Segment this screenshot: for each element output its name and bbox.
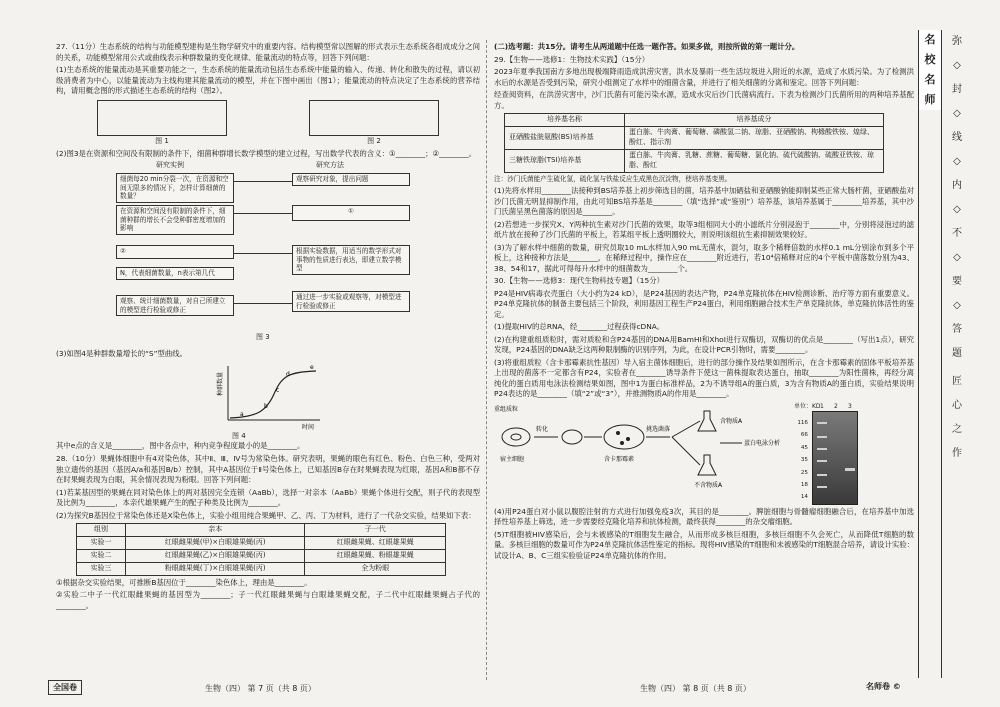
- gel-unit: 单位：KD: [794, 402, 821, 410]
- table-header: 子一代: [305, 524, 446, 537]
- colony-dot: [616, 431, 620, 435]
- answer-box-fig1: [97, 100, 227, 136]
- seal-char: 弥: [952, 36, 962, 47]
- gel-band: [817, 486, 827, 488]
- label-without-a: 不含物质A: [694, 481, 723, 489]
- gel-band: [817, 474, 827, 476]
- table-cell: 全为粉眼: [305, 562, 446, 575]
- seal-char: 内: [952, 180, 962, 191]
- flow-head-left: 研究实例: [156, 161, 184, 170]
- flow-connector: [234, 303, 292, 304]
- flow-head-right: 研究方法: [316, 161, 344, 170]
- table-cell: 实验一: [77, 537, 126, 550]
- q27-part2: (2)图3是在资源和空间没有限制的条件下，细菌种群增长数学模型的建立过程，写出数学代表的含义：①________；②________。: [56, 148, 477, 158]
- fig2-caption: 图 2: [367, 136, 381, 145]
- gel-image: [812, 411, 858, 505]
- table-cell: 亚硒酸盐胱氨酸(BS)培养基: [505, 127, 625, 150]
- table-row: [77, 549, 446, 562]
- answer-box-fig2: [309, 100, 439, 136]
- curve-point-c: c: [276, 386, 280, 394]
- gel-marker: 116: [797, 419, 808, 426]
- flow-left-3: ②: [116, 245, 234, 259]
- table-cell: 红眼雌果蝇、粉眼雄果蝇: [305, 549, 446, 562]
- q28-part2a: ①根据杂交实验结果，可推断B基因位于________染色体上，理由是________。: [56, 577, 312, 587]
- q30-title: 30.【生物——选修3：现代生物科技专题】（15分）: [494, 276, 664, 286]
- flow-right-3: 根据实验数据，用适当的数学形式对事物的性质进行表达，即建立数学模型: [292, 245, 410, 275]
- gel-marker: 35: [800, 457, 808, 464]
- table-cell: 红眼雌果蝇(甲)×白眼雄果蝇(丙): [126, 537, 305, 550]
- gel-lane-2: 2: [834, 402, 838, 410]
- plasmid-inner: [511, 434, 521, 440]
- flowchart-fig3: [116, 161, 416, 349]
- flow-connector: [234, 253, 292, 254]
- label-plate: 含卡那霉素: [604, 455, 635, 463]
- curve-ylabel: 种群数量: [217, 371, 224, 396]
- q29-part2: (2)若想进一步探究X、Y两种抗生素对沙门氏菌的效果，取等3组相同大小的小滤纸片分别浸泡于________中，分别将浸泡过的滤纸片放在接种了沙门氏菌的平板上，若某组平板上透明圈较大，则说明该组抗生素抑制效果较好。: [494, 219, 914, 240]
- label-analysis: 蛋白电泳分析: [744, 439, 781, 447]
- elective-instructions: (二)选考题：共15分。请考生从两道题中任选一题作答。如果多做，则按所做的第一题计分。: [494, 42, 800, 51]
- fig3-caption: 图 3: [256, 333, 270, 342]
- q30-part2: (2)在构建重组质粒时，需对质粒和含P24基因的DNA用BamHⅠ和XhoⅠ进行双酶切，双酶切的优点是________（写出1点），研究发现，P24基因的DNA缺乏这两种限制酶的识别序列，为此，在设计PCR引物时，需要________。: [494, 334, 914, 355]
- q28-part2: (2)为探究B基因位于常染色体还是X染色体上，实验小组用纯合果蝇甲、乙、丙、丁为材料，进行了一代杂交实验，结果如下表：: [56, 510, 476, 520]
- host-cell-shape: [562, 430, 582, 444]
- table-cell: 实验三: [77, 562, 126, 575]
- seal-line-text: 弥 ◇ 封 ◇ 线 ◇ 内 ◇ 不 ◇ 要 ◇ 答 题 匠 心 之 作: [950, 30, 964, 466]
- gel-marker-list: [790, 417, 808, 504]
- right-page: [494, 42, 914, 662]
- exam-region-badge: 全国卷: [48, 680, 82, 695]
- label-plasmid: 重组质粒: [494, 405, 519, 413]
- seal-char: 答: [952, 324, 962, 335]
- medium-table: [504, 113, 884, 173]
- gel-band-p24: [845, 468, 855, 471]
- table-row: [77, 537, 446, 550]
- q30-part1: (1)提取HIV的总RNA，经________过程获得cDNA。: [494, 322, 665, 332]
- table-cell: 蛋白胨、牛肉膏、乳糖、蔗糖、葡萄糖、氯化钠、硫代硫酸钠、硫酸亚铁铵、琼脂、酚红: [625, 149, 884, 172]
- label-pick: 挑选菌落: [646, 425, 671, 433]
- label-host: 宿主细胞: [500, 455, 525, 463]
- petri-dish: [604, 425, 644, 449]
- blank-box-row: [56, 100, 480, 136]
- seal-char: 题: [952, 348, 962, 359]
- q29-intro: 2023年夏季我国南方多地出现极端降雨造成洪涝灾害，洪水及暴雨一些生活垃圾进入附近的水源，造成了水质污染。为了检测洪水后的水源是否受到污染，研究小组测定了水样中的细菌含量，并进行了相关细菌的分离和鉴定。回答下列问题：: [494, 67, 914, 87]
- table-cell: 粉眼雌果蝇(丁)×白眼雄果蝇(丙): [126, 562, 305, 575]
- table-cell: 红眼雌果蝇(乙)×白眼雄果蝇(丙): [126, 549, 305, 562]
- q29-title: 29.【生物——选修1：生物技术实践】（15分）: [494, 54, 650, 64]
- gel-lane-3: 3: [848, 402, 852, 410]
- q29-intro2: 经查阅资料，在洪涝灾害中，沙门氏菌有可能污染水源，造成水灾后沙门氏菌病流行。下表为检测沙门氏菌所用的两种培养基配方。: [494, 90, 914, 110]
- q30-intro: P24是HIV病毒衣壳蛋白（大小约为24 kD），是P24基因的表达产物，P24单克隆抗体在HIV检测诊断、治疗等方面有重要意义。P24单克隆抗体的制备主要包括三个阶段，利用基因工程生产P24蛋白，利用细胞融合技术生产单克隆抗体，单克隆抗体活性的鉴定。: [494, 288, 914, 319]
- table-cell: 蛋白胨、牛肉膏、葡萄糖、磷酸氢二钠、琼脂、亚硒酸钠、枸橼酸铁铵、煌绿、酚红、指示剂: [625, 127, 884, 150]
- q30-part3: (3)将重组质粒（含卡那霉素抗性基因）导入宿主菌体细胞后，进行的部分操作及结果如图所示，在含卡那霉素的固体平板培养基上出现的菌落不一定都含有P24，实验者在________诱导条件下使这一菌株提取表达蛋白，抽取________为阳性菌株，再经分离纯化的蛋白质用电泳法检测结果如图，图中1为蛋白标准样品，2为不诱导组A的蛋白质，3为含有物质A的蛋白质，实验结果说明P24表达的是________（填“2”或“3”），并推测物质A的作用是________。: [494, 357, 914, 399]
- q27-part3b: 其中e点的含义是________，图中各点中，种内竞争程度最小的是________。: [56, 441, 305, 451]
- publisher-mark: 名师卷 ©: [866, 682, 901, 691]
- table-row: [505, 127, 884, 150]
- label-with-a: 含物质A: [720, 417, 743, 425]
- seal-char: 封: [952, 84, 962, 95]
- flow-left-1: 细菌每20 min分裂一次，在资源和空间无限多的情况下，怎样计算细菌的数量？: [116, 173, 234, 203]
- table-header-row: [77, 524, 446, 537]
- page-number-right: 生物（四） 第 8 页（共 8 页）: [640, 684, 751, 693]
- brand-title: [919, 30, 941, 110]
- q28-part2b: ②实验二中子一代红眼雌果蝇的基因型为________；子一代红眼雌果蝇与白眼雄果蝇交配，子二代中红眼雌果蝇占子代的________。: [56, 590, 480, 610]
- procedure-svg: [494, 403, 804, 503]
- flask-without-a: [698, 455, 716, 475]
- gel-marker: 66: [800, 432, 808, 439]
- fig1-caption: 图 1: [155, 136, 169, 145]
- flow-right-4: 通过进一步实验或观察等，对模型进行检验或修正: [292, 291, 410, 312]
- table-header: 亲本: [126, 524, 305, 537]
- flow-connector: [234, 181, 292, 182]
- gel-marker: 14: [800, 494, 808, 501]
- curve-point-b: b: [264, 402, 268, 410]
- table-cell: 三糖铁琼脂(TSI)培养基: [505, 149, 625, 172]
- seal-char: 要: [952, 276, 962, 287]
- label-transform: 转化: [536, 425, 549, 433]
- gel-band: [817, 448, 827, 450]
- q27-part1: (1)生态系统的能量流动是其重要功能之一，生态系统的能量流动包括生态系统中能量的输入、传递、转化和散失的过程，请以初级消费者为中心，以能量流动为主线构建其能量流动的模型，并在下图中画出（图1）；能量流动的特点决定了生态系统的营养结构，请用概念图的形式描述生态系统的结构（图2）。: [56, 65, 480, 96]
- flow-right-2: ①: [292, 205, 410, 221]
- box-captions: [56, 137, 480, 147]
- flow-left-2: 在资源和空间没有限制的条件下，细菌种群的增长不会受种群密度增加的影响: [116, 205, 234, 235]
- plasmid-shape: [502, 428, 530, 446]
- table-note: 注：沙门氏菌能产生硫化氢，硫化氢与铁盐反应生成黑色沉淀物，使培养基变黑。: [494, 174, 732, 183]
- flow-right-1: 观察研究对象，提出问题: [292, 173, 410, 186]
- gel-marker: 18: [800, 481, 808, 488]
- colony-dot: [620, 441, 624, 445]
- brand-char: 名: [924, 33, 936, 46]
- seal-char: 线: [952, 132, 962, 143]
- table-header: 组别: [77, 524, 126, 537]
- curve-point-d: d: [286, 370, 290, 378]
- binding-strip: [918, 30, 942, 678]
- table-row: [77, 562, 446, 575]
- gel-marker: 25: [800, 469, 808, 476]
- page-number-left: 生物（四） 第 7 页（共 8 页）: [205, 684, 316, 693]
- brand-char: 校: [924, 53, 936, 66]
- slogan-char: 心: [952, 400, 962, 411]
- s-curve-fig4: [216, 362, 326, 432]
- flask-with-a: [698, 411, 716, 431]
- q28-part1: (1)若某基因型的果蝇在同对染色体上的两对基因完全连锁（AaBb），选择一对亲本（AaBb）果蝇个体进行交配，则子代的表现型及比例为________，本亲代雄果蝇产生的配子种类及比例为________。: [56, 487, 480, 508]
- q30-part4: (4)用P24蛋白对小鼠以腹腔注射的方式进行加强免疫3次，其目的是________。脾脏细胞与骨髓瘤细胞融合后，在培养基中加选择性培养基上筛选，进一步需要经克隆化培养和抗体检测，最终获得________的杂交瘤细胞。: [494, 506, 914, 527]
- fig4-caption: 图 4: [232, 431, 246, 440]
- q30-part5: (5)T细胞被HIV感染后，会与未被感染的T细胞发生融合，从而形成多核巨细胞，多核巨细胞不久会死亡，从而降低T细胞的数量。多核巨细胞的数量可作为P24单克隆抗体活性鉴定的指标。现将HIV感染的T细胞和未被感染的T细胞混合培养，请设计实验：试设计A、B、C三组实验验证P24单克隆抗体的作用。: [494, 529, 914, 560]
- flow-left-5: 观察、统计细菌数量，对自己所建立的模型进行检验或修正: [116, 295, 234, 316]
- table-cell: 红眼雌果蝇、红眼雄果蝇: [305, 537, 446, 550]
- curve-point-a: a: [240, 410, 244, 418]
- q27-intro: 27.（11分）生态系统的结构与功能模型建构是生物学研究中的重要内容。结构模型常以图解的形式表示生态系统各组成成分之间的关系，功能模型常用公式或曲线表示种群数量的变化规律、能量流动的特点等，回答下列问题：: [56, 42, 480, 62]
- brand-char: 名: [924, 73, 936, 86]
- gel-marker: 45: [800, 444, 808, 451]
- q27-part3: (3)如图4是种群数量增长的“S”型曲线。: [56, 349, 187, 359]
- flow-connector: [234, 213, 292, 214]
- slogan-char: 作: [952, 448, 962, 459]
- experiment-diagram: [494, 403, 904, 507]
- brand-char: 师: [924, 93, 936, 106]
- slogan-char: 匠: [952, 376, 962, 387]
- branch-line: [672, 421, 700, 437]
- table-header-row: [505, 114, 884, 127]
- table-row: [505, 149, 884, 172]
- page-divider: [486, 40, 487, 680]
- table-header: 培养基成分: [625, 114, 884, 127]
- curve-point-e: e: [310, 363, 314, 371]
- slogan-char: 之: [952, 424, 962, 435]
- branch-line: [672, 437, 700, 465]
- q29-part1: (1)先将水样用________法接种到BS培养基上初步筛选目的菌，培养基中加硒盐和亚硒酸钠能抑制某些正常大肠杆菌，亚硒酸盐对沙门氏菌无明显抑制作用，由此可知BS培养基是________（填“选择”或“鉴别”）培养基，该培养基属于________培养基，其中沙门氏菌呈黑色菌落的原因是________。: [494, 186, 914, 217]
- q28-intro: 28.（10分）果蝇体细胞中有4对染色体，其中Ⅱ、Ⅲ、Ⅳ号为常染色体。研究表明，果蝇的眼色有红色、粉色、白色三种，受两对独立遗传的基因（基因A/a和基因B/b）控制，其中A基因位于Ⅱ号染色体上，已知基因B存在时果蝇表现为红眼，基因A和B都不存在时果蝇表现为白眼，其余情况表现为粉眼。回答下列问题：: [56, 454, 480, 485]
- seal-char: 不: [952, 228, 962, 239]
- gel-band: [817, 422, 827, 424]
- q29-part3: (3)为了解水样中细菌的数量，研究员取10 mL水样加入90 mL无菌水，混匀，取多个稀释倍数的水样0.1 mL分别涂布到多个平板上，这种接种方法是________，在稀释过程中，操作应在________附近进行，若10⁴倍稀释对应的4个平板中菌落数分别为43、38、54和17，据此可得每升水样中的细菌数为________个。: [494, 242, 914, 273]
- cross-table: [76, 523, 446, 576]
- gel-band: [817, 460, 827, 462]
- gel-band: [817, 436, 827, 438]
- gel-lane-1: 1: [820, 402, 824, 410]
- flow-left-4: N，代表细菌数量，n表示第几代: [116, 267, 234, 280]
- table-header: 培养基名称: [505, 114, 625, 127]
- left-page: [56, 42, 480, 662]
- colony-dot: [626, 437, 630, 441]
- curve-xlabel: 时间: [302, 423, 315, 431]
- table-cell: 实验二: [77, 549, 126, 562]
